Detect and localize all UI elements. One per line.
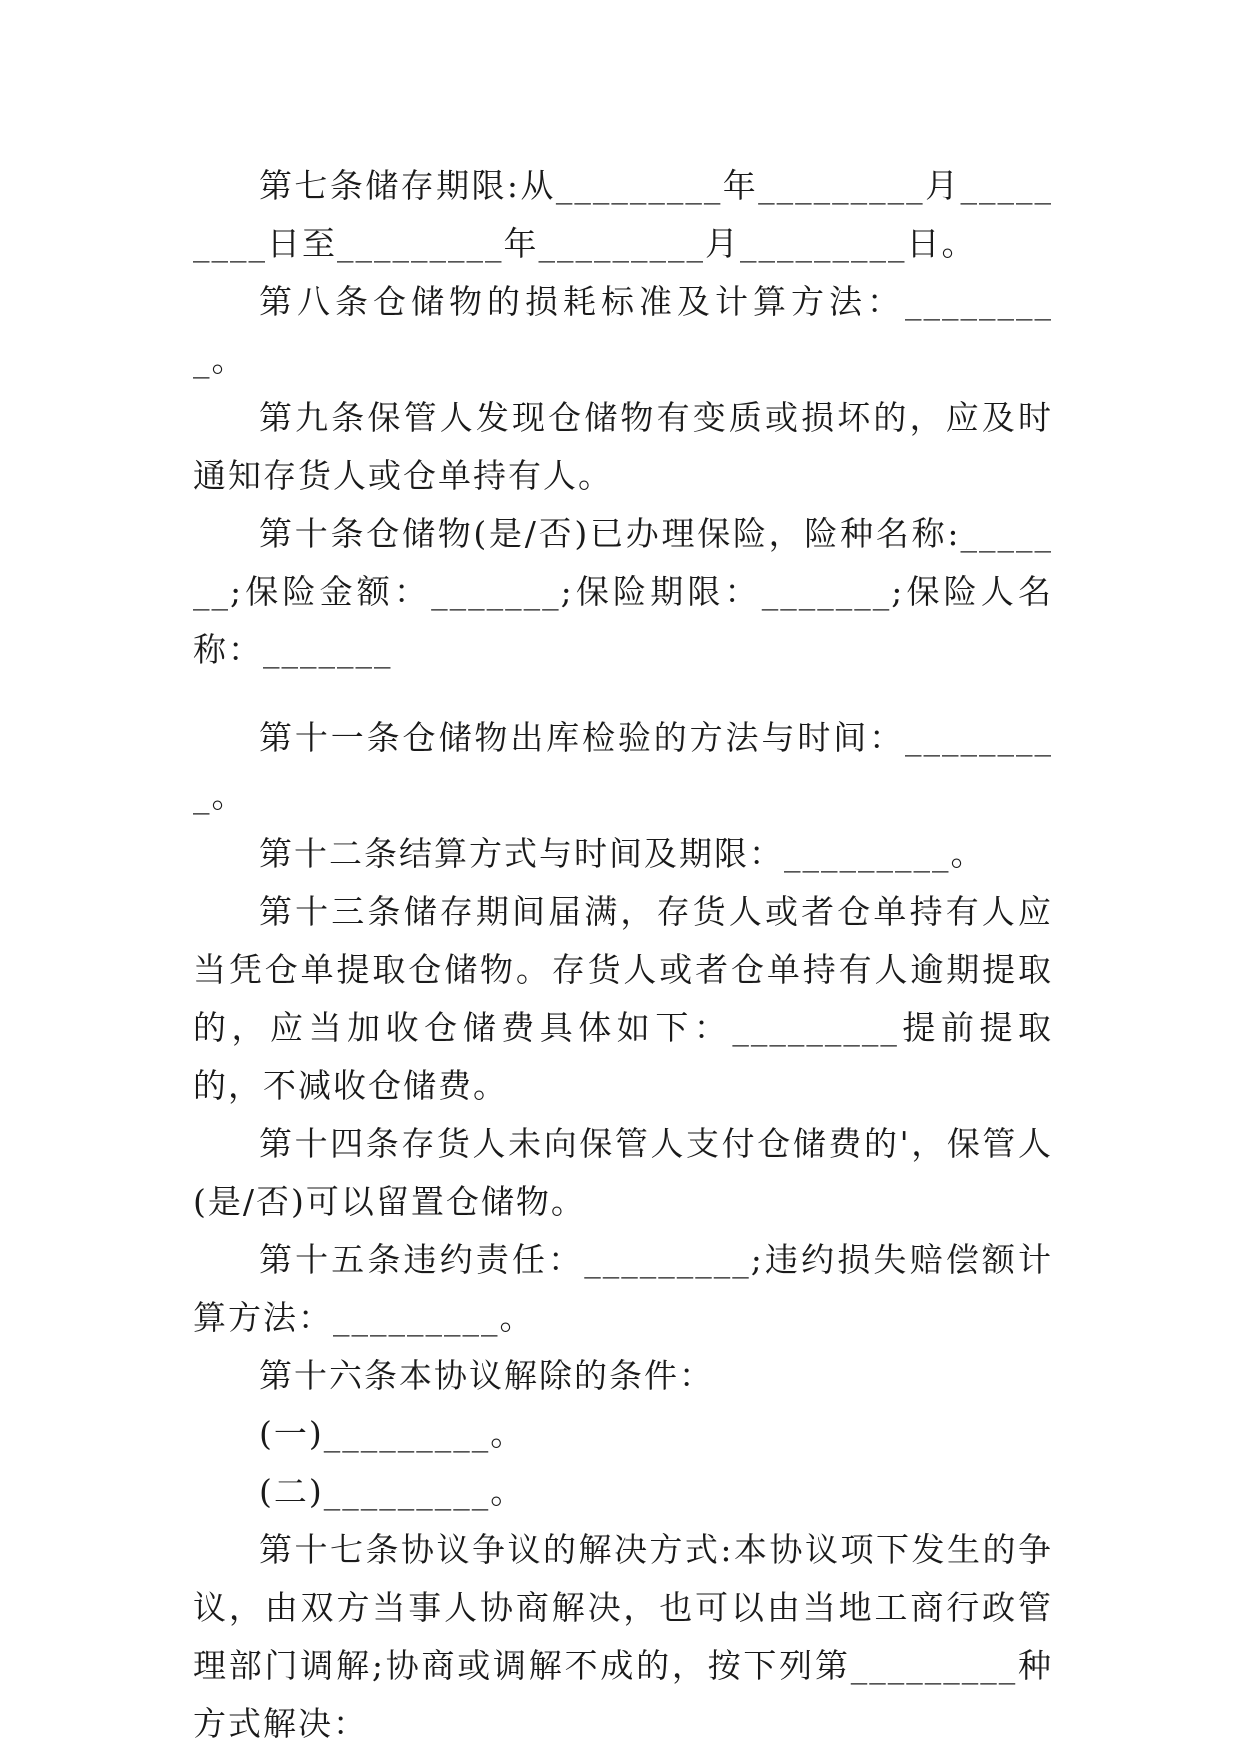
article-8-loss-standard: 第八条仓储物的损耗标准及计算方法：_________。 <box>193 282 1053 379</box>
article-9-deterioration-notice: 第九条保管人发现仓储物有变质或损坏的，应及时通知存货人或仓单持有人。 <box>193 398 1053 495</box>
article-16-condition-1: (一)_________。 <box>259 1414 526 1453</box>
article-11-outbound-inspection: 第十一条仓储物出库检验的方法与时间：_________。 <box>193 718 1053 815</box>
article-15-liability: 第十五条违约责任：_________;违约损失赔偿额计算方法：_________。 <box>193 1240 1053 1337</box>
article-7-storage-period: 第七条储存期限:从_________年_________月_________日至_________年_________月_________日。 <box>193 166 1053 263</box>
article-12-settlement: 第十二条结算方式与时间及期限：_________。 <box>259 834 986 873</box>
article-13-expiry-pickup: 第十三条储存期间届满，存货人或者仓单持有人应当凭仓单提取仓储物。存货人或者仓单持有人逾期提取的，应当加收仓储费具体如下：_________提前提取的，不减收仓储费。 <box>193 892 1053 1105</box>
spacer <box>193 679 1053 709</box>
article-10-insurance: 第十条仓储物(是/否)已办理保险，险种名称:_______;保险金额：_______;保险期限：_______;保险人名称：_______ <box>193 514 1053 669</box>
article-16-condition-2: (二)_________。 <box>259 1472 526 1511</box>
article-17-dispute-resolution: 第十七条协议争议的解决方式:本协议项下发生的争议，由双方当事人协商解决，也可以由当地工商行政管理部门调解;协商或调解不成的，按下列第_________种方式解决： <box>193 1530 1053 1743</box>
document-body <box>193 157 1053 1753</box>
article-16-termination: 第十六条本协议解除的条件： <box>259 1356 714 1395</box>
article-14-lien: 第十四条存货人未向保管人支付仓储费的'，保管人(是/否)可以留置仓储物。 <box>193 1124 1053 1221</box>
